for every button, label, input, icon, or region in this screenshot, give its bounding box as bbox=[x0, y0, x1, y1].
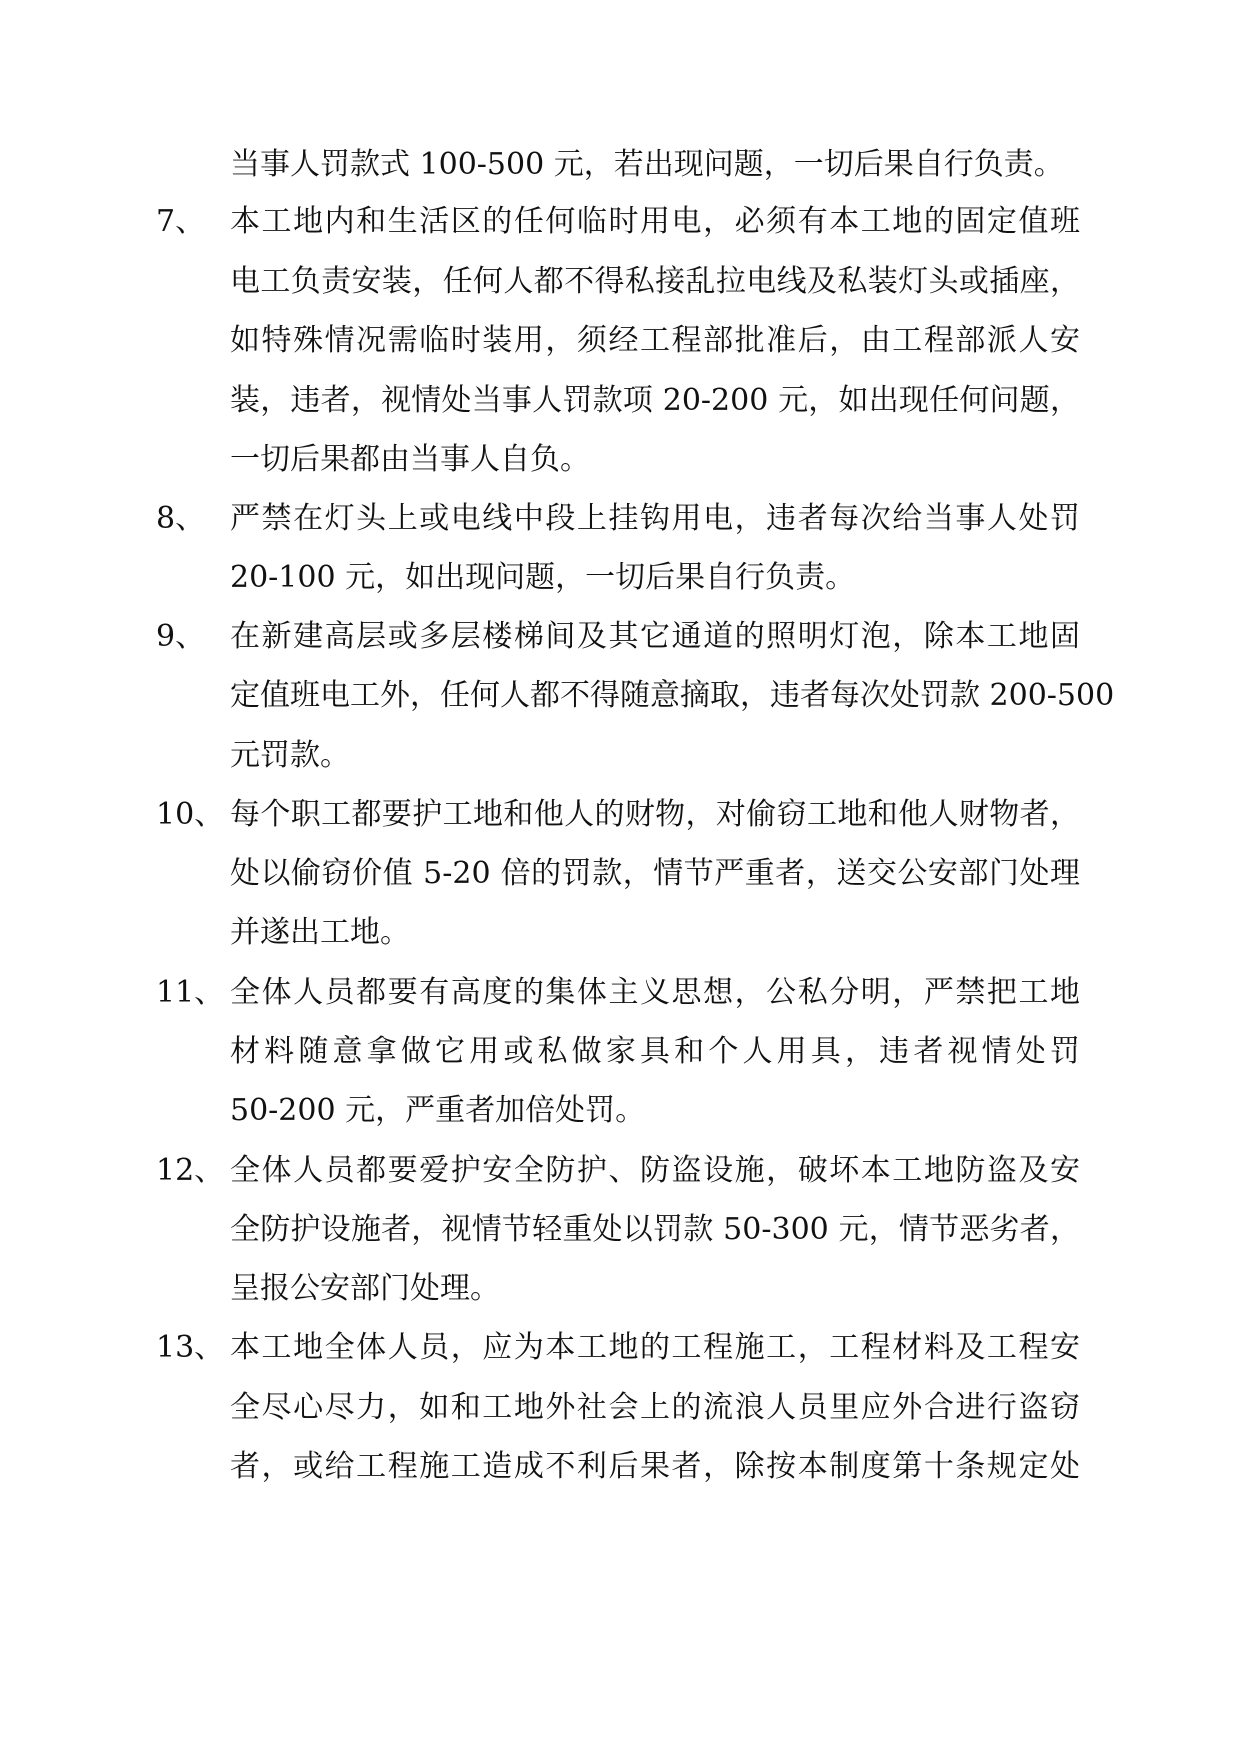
item-number: 12、 bbox=[156, 1153, 225, 1188]
item-line: 全体人员都要爱护安全防护、防盗设施，破坏本工地防盗及安 bbox=[230, 1153, 1080, 1188]
item-line: 严禁在灯头上或电线中段上挂钩用电，违者每次给当事人处罚 bbox=[230, 501, 1080, 536]
item-line: 本工地全体人员，应为本工地的工程施工，工程材料及工程安 bbox=[230, 1330, 1080, 1365]
item-line: 电工负责安装，任何人都不得私接乱拉电线及私装灯头或插座， bbox=[230, 264, 1080, 299]
item-line: 如特殊情况需临时装用，须经工程部批准后，由工程部派人安 bbox=[230, 323, 1080, 358]
continuation-line: 当事人罚款式 100-500 元，若出现问题，一切后果自行负责。 bbox=[230, 147, 1064, 182]
item-line: 全防护设施者，视情节轻重处以罚款 50-300 元，情节恶劣者， bbox=[230, 1212, 1080, 1247]
item-line: 定值班电工外，任何人都不得随意摘取，违者每次处罚款 200-500 bbox=[230, 678, 1115, 713]
item-line: 装，违者，视情处当事人罚款项 20-200 元，如出现任何问题， bbox=[230, 383, 1080, 418]
item-line: 者，或给工程施工造成不利后果者，除按本制度第十条规定处 bbox=[230, 1449, 1080, 1484]
item-line: 本工地内和生活区的任何临时用电，必须有本工地的固定值班 bbox=[230, 204, 1080, 239]
item-number: 7、 bbox=[156, 204, 206, 239]
item-line: 呈报公安部门处理。 bbox=[230, 1271, 500, 1306]
item-line: 元罚款。 bbox=[230, 738, 350, 773]
item-line: 20-100 元，如出现问题，一切后果自行负责。 bbox=[230, 560, 856, 595]
item-line: 材料随意拿做它用或私做家具和个人用具，违者视情处罚 bbox=[230, 1034, 1080, 1069]
item-line: 全体人员都要有高度的集体主义思想，公私分明，严禁把工地 bbox=[230, 975, 1080, 1010]
item-line: 处以偷窃价值 5-20 倍的罚款，情节严重者，送交公安部门处理 bbox=[230, 856, 1080, 891]
item-number: 9、 bbox=[156, 619, 206, 654]
item-line: 一切后果都由当事人自负。 bbox=[230, 442, 590, 477]
item-line: 每个职工都要护工地和他人的财物，对偷窃工地和他人财物者， bbox=[230, 797, 1080, 832]
item-number: 13、 bbox=[156, 1330, 225, 1365]
item-line: 50-200 元，严重者加倍处罚。 bbox=[230, 1093, 646, 1128]
item-number: 8、 bbox=[156, 501, 206, 536]
item-number: 10、 bbox=[156, 797, 225, 832]
item-line: 全尽心尽力，如和工地外社会上的流浪人员里应外合进行盗窃 bbox=[230, 1390, 1080, 1425]
item-number: 11、 bbox=[156, 975, 225, 1010]
item-line: 在新建高层或多层楼梯间及其它通道的照明灯泡，除本工地固 bbox=[230, 619, 1080, 654]
item-line: 并遂出工地。 bbox=[230, 915, 410, 950]
